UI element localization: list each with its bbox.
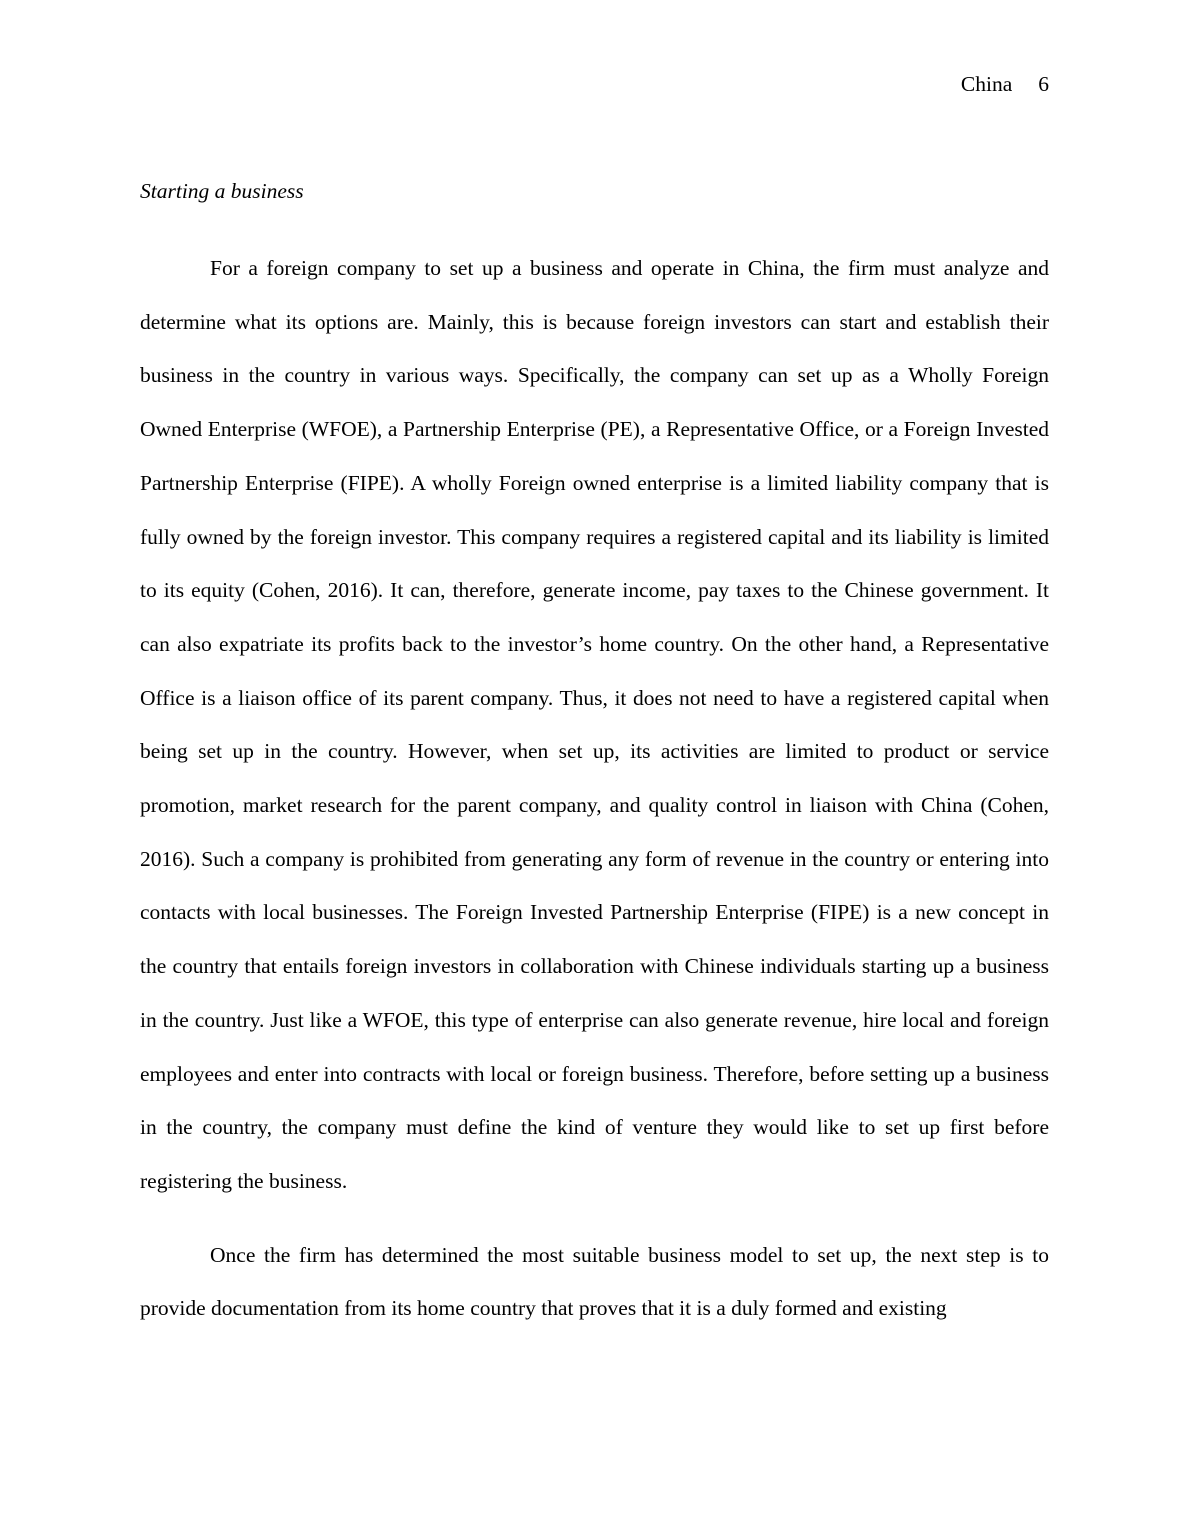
page-number: 6 <box>1038 72 1049 96</box>
paragraph-business-options: For a foreign company to set up a business and operate in China, the firm must analyze and determine what its options are. Mainly, this is because foreign investors can start and establish their business in the country in various ways. Specifically, the company can set up as a Wholly Foreign Owned Enterprise (WFOE), a Partnership Enterprise (PE), a Representative Office, or a Foreign Invested Partnership Enterprise (FIPE). A wholly Foreign owned enterprise is a limited liability company that is fully owned by the foreign investor. This company requires a registered capital and its liability is limited to its equity (Cohen, 2016). It can, therefore, generate income, pay taxes to the Chinese government. It can also expatriate its profits back to the investor’s home country. On the other hand, a Representative Office is a liaison office of its parent company. Thus, it does not need to have a registered capital when being set up in the country. However, when set up, its activities are limited to product or service promotion, market research for the parent company, and quality control in liaison with China (Cohen, 2016). Such a company is prohibited from generating any form of revenue in the country or entering into contacts with local businesses. The Foreign Invested Partnership Enterprise (FIPE) is a new concept in the country that entails foreign investors in collaboration with Chinese individuals starting up a business in the country. Just like a WFOE, this type of enterprise can also generate revenue, hire local and foreign employees and enter into contracts with local or foreign business. Therefore, before setting up a business in the country, the company must define the kind of venture they would like to set up first before registering the business. <box>140 256 1049 1193</box>
paragraph-documentation: Once the firm has determined the most suitable business model to set up, the next step is to provide documentation from its home country that proves that it is a duly formed and existing <box>140 1242 1049 1321</box>
running-title: China <box>960 72 1013 96</box>
section-heading: Starting a business <box>140 179 304 203</box>
running-head <box>961 70 1049 98</box>
document-body <box>140 175 1049 1336</box>
